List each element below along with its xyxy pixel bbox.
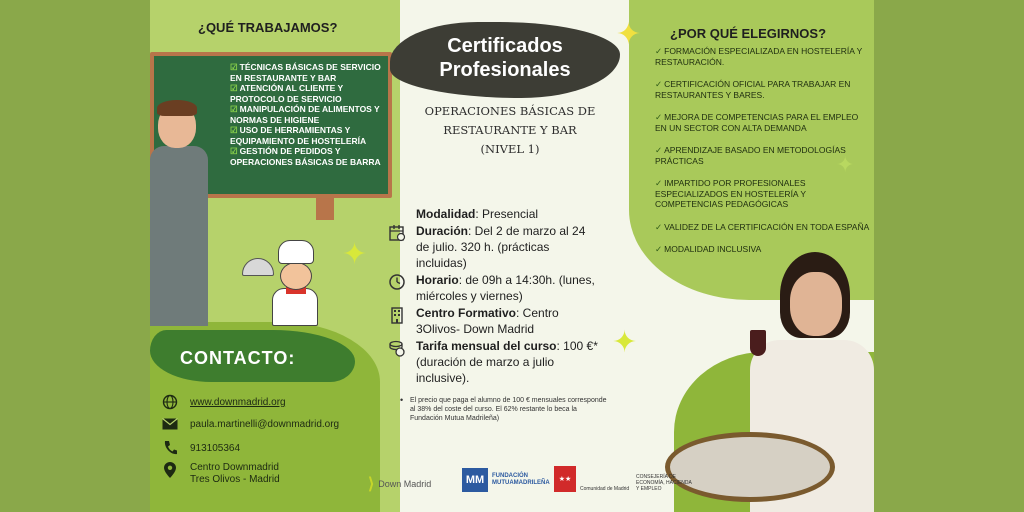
subtitle-line: RESTAURANTE Y BAR xyxy=(443,123,577,137)
topic-item: ☑ MANIPULACIÓN DE ALIMENTOS Y NORMAS DE HIGIENE xyxy=(230,104,380,125)
mail-icon xyxy=(162,416,178,432)
comunidad-madrid-logo: ★★ Comunidad de Madrid CONSEJERÍA DE ECONOMÍA, HACIENDA Y EMPLEO xyxy=(554,466,696,492)
teacher-illustration xyxy=(150,146,208,326)
topic-item: ☑ GESTIÓN DE PEDIDOS Y OPERACIONES BÁSICAS DE BARRA xyxy=(230,146,381,167)
globe-icon xyxy=(162,394,178,410)
down-madrid-logo: ⟩ Down Madrid xyxy=(368,476,432,493)
course-subtitle xyxy=(410,102,610,159)
phone-icon xyxy=(162,440,178,456)
horario-row: Horario: de 09h a 14:30h. (lunes, miércoles y viernes) xyxy=(388,272,598,304)
sparkle-icon: ✦ xyxy=(616,18,642,51)
tarifa-row: Tarifa mensual del curso: 100 €* (duración de marzo a julio inclusive). xyxy=(388,338,598,386)
contact-heading: CONTACTO: xyxy=(180,348,296,368)
contact-website[interactable] xyxy=(162,394,286,410)
reason-item: ✓ CERTIFICACIÓN OFICIAL PARA TRABAJAR EN RESTAURANTES Y BARES. xyxy=(655,79,851,100)
reason-item: ✓ MODALIDAD INCLUSIVA xyxy=(655,244,762,254)
calendar-icon xyxy=(388,224,406,242)
contact-phone[interactable] xyxy=(162,440,240,456)
course-details xyxy=(388,206,598,387)
address-line: Centro Downmadrid xyxy=(190,462,279,473)
topic-item: ☑ TÉCNICAS BÁSICAS DE SERVICIO EN RESTAURANTE Y BAR xyxy=(230,62,381,83)
duracion-row: Duración: Del 2 de marzo al 24 de julio. 320 h. (prácticas incluidas) xyxy=(388,223,598,271)
what-we-work-heading: ¿QUÉ TRABAJAMOS? xyxy=(198,20,338,35)
map-pin-icon xyxy=(162,462,178,478)
chef-face xyxy=(280,262,312,290)
email-text[interactable]: paula.martinelli@downmadrid.org xyxy=(190,418,340,430)
website-link[interactable]: www.downmadrid.org xyxy=(190,396,286,408)
reason-item: ✓ IMPARTIDO POR PROFESIONALES ESPECIALIZADOS EN HOSTELERÍA Y COMPETENCIAS PEDAGÓGICAS xyxy=(655,178,806,209)
reason-item: ✓ MEJORA DE COMPETENCIAS PARA EL EMPLEO EN UN SECTOR CON ALTA DEMANDA xyxy=(655,112,859,133)
sparkle-icon: ✦ xyxy=(836,152,855,177)
modalidad-row: Modalidad: Presencial xyxy=(388,206,598,222)
address-line: Tres Olivos - Madrid xyxy=(190,474,280,485)
topic-item: ☑ ATENCIÓN AL CLIENTE Y PROTOCOLO DE SERVICIO xyxy=(230,83,344,104)
reason-item: ✓ FORMACIÓN ESPECIALIZADA EN HOSTELERÍA Y RESTAURACIÓN. xyxy=(655,46,863,67)
topics-list xyxy=(230,62,386,167)
contact-address xyxy=(162,462,280,486)
reason-item: ✓ VALIDEZ DE LA CERTIFICACIÓN EN TODA ESPAÑA xyxy=(655,221,870,232)
contact-email[interactable] xyxy=(162,416,339,432)
chef-hat-icon xyxy=(278,240,314,264)
sparkle-icon: ✦ xyxy=(342,238,368,271)
teacher-hair xyxy=(157,100,197,116)
mutua-madrilena-logo: MM FUNDACIÓN MUTUAMADRILEÑA xyxy=(462,468,550,492)
clock-icon xyxy=(388,273,406,291)
building-icon xyxy=(388,306,406,324)
coins-icon xyxy=(388,339,406,357)
price-note: • El precio que paga el alumno de 100 € mensuales corresponde al 38% del coste del curso. El 62% restante lo beca la Fundación Mutua Madrileña) xyxy=(400,396,610,423)
why-choose-us-heading: ¿POR QUÉ ELEGIRNOS? xyxy=(670,26,827,41)
server-face xyxy=(790,272,842,336)
subtitle-line: (NIVEL 1) xyxy=(480,142,540,156)
wine-glass xyxy=(750,330,766,356)
down-madrid-mark-icon: ⟩ xyxy=(368,476,375,493)
reasons-list xyxy=(655,46,870,267)
chalkboard-leg xyxy=(316,198,334,220)
centro-row: Centro Formativo: Centro 3Olivos- Down Madrid xyxy=(388,305,598,337)
reason-item: ✓ APRENDIZAJE BASADO EN METODOLOGÍAS PRÁCTICAS xyxy=(655,145,846,166)
comunidad-madrid-flag-icon: ★★ xyxy=(554,466,576,492)
phone-text[interactable]: 913105364 xyxy=(190,442,241,454)
subtitle-line: OPERACIONES BÁSICAS DE xyxy=(424,104,596,118)
poster-title: Certificados Profesionales xyxy=(439,35,571,81)
sparkle-icon: ✦ xyxy=(612,326,638,359)
course-poster xyxy=(150,0,874,512)
topic-item: ☑ USO DE HERRAMIENTAS Y EQUIPAMIENTO DE HOSTELERÍA xyxy=(230,125,367,146)
